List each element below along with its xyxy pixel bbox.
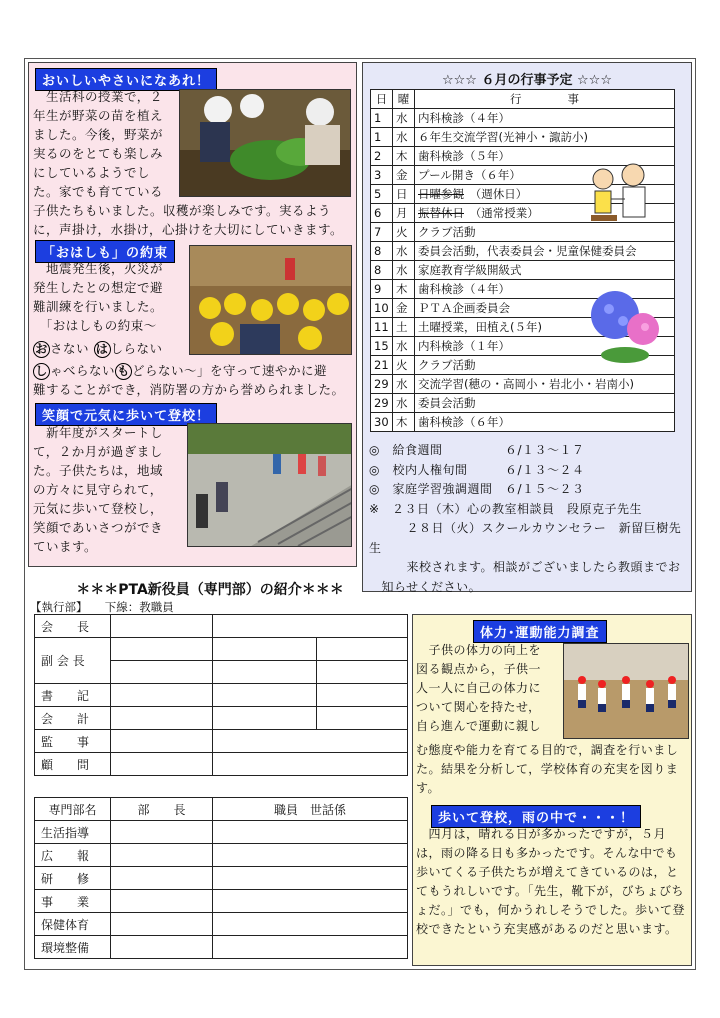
member-cell xyxy=(213,707,317,730)
text-line: 「おはしもの約束～ xyxy=(33,318,157,333)
schedule-row xyxy=(371,128,675,147)
member-cell xyxy=(111,730,213,753)
ohashimo-text xyxy=(33,259,198,358)
col-header-event: 行 事 xyxy=(415,90,675,109)
text-line: 図る観点から，子供一 xyxy=(416,662,542,676)
text-line: た。家でも育てている xyxy=(33,184,164,199)
text-span: しらない xyxy=(110,341,163,356)
pta-subtitle: 【執行部】 下線：教職員 xyxy=(30,600,174,614)
schedule-weekday: 水 xyxy=(393,261,415,280)
member-cell xyxy=(213,867,408,890)
schedule-event: ＰＴＡ企画委員会 xyxy=(415,299,675,318)
member-cell xyxy=(111,867,213,890)
dept-name: 広 報 xyxy=(35,844,111,867)
cancelled-event: 振替休日 xyxy=(418,206,464,220)
text-span: ゃべらない xyxy=(50,363,116,378)
schedule-day: 1 xyxy=(371,109,393,128)
fitness-heading: 体力･運動能力調査 xyxy=(473,620,607,643)
schedule-table xyxy=(370,89,675,432)
text-span: さない xyxy=(50,341,90,356)
role-cell: 書 記 xyxy=(35,684,111,707)
dept-header: 部 長 xyxy=(111,798,213,821)
text-line: た。子供たちは，地域 xyxy=(33,463,164,478)
member-cell xyxy=(111,707,213,730)
commute-photo xyxy=(187,423,352,547)
member-cell xyxy=(317,707,408,730)
schedule-weekday: 水 xyxy=(393,109,415,128)
schedule-day: 30 xyxy=(371,413,393,432)
note-line: ◎ 給食週間 ６/１３～１７ xyxy=(369,443,585,457)
fitness-panel xyxy=(412,614,692,966)
circled-char: し xyxy=(33,363,50,380)
schedule-event: ６年生交流学習(光神小・諏訪小) xyxy=(415,128,675,147)
text-line: 年生が野菜の苗を植え xyxy=(33,108,164,123)
ohashimo-text-wide xyxy=(33,361,355,399)
schedule-event: 土曜授業，田植え(５年) xyxy=(415,318,675,337)
text-line: 難訓練を行いました。 xyxy=(33,299,164,314)
vegetables-text-wide: 子供たちもいました。収穫が楽しみです。実るように，声掛け，水掛け，心掛けを大切にしていきます。 xyxy=(33,203,344,237)
dept-name: 研 修 xyxy=(35,867,111,890)
schedule-day: 29 xyxy=(371,375,393,394)
walking-heading: 笑顔で元気に歩いて登校！ xyxy=(35,403,217,426)
schedule-event: 家庭教育学級開級式 xyxy=(415,261,675,280)
member-cell xyxy=(213,890,408,913)
fitness-text-wide: む態度や能力を育てる目的で，調査を行いました。結果を分析して，学校体育の充実を図ります。 xyxy=(416,743,679,795)
member-cell xyxy=(111,615,213,638)
note-line: 知らせください。 xyxy=(369,579,482,594)
schedule-event: プール開き（６年） xyxy=(415,166,675,185)
schedule-event: 内科検診（１年） xyxy=(415,337,675,356)
text-line: 人一人に自己の体力に xyxy=(416,681,542,695)
schedule-day: 6 xyxy=(371,204,393,223)
member-cell xyxy=(213,638,317,661)
schedule-day: 15 xyxy=(371,337,393,356)
schedule-event: 委員会活動 xyxy=(415,394,675,413)
schedule-day: 10 xyxy=(371,299,393,318)
schedule-day: 3 xyxy=(371,166,393,185)
text-line: 笑顔であいさつができ xyxy=(33,520,164,535)
member-cell xyxy=(213,844,408,867)
dept-header: 専門部名 xyxy=(35,798,111,821)
dept-name: 事 業 xyxy=(35,890,111,913)
schedule-weekday: 水 xyxy=(393,394,415,413)
member-cell xyxy=(111,936,213,959)
schedule-weekday: 金 xyxy=(393,299,415,318)
event-note: （週休日） xyxy=(464,187,528,201)
text-line: ついて関心を持たせ， xyxy=(416,700,541,714)
text-line: 自ら進んで運動に親し xyxy=(416,719,542,733)
vegetables-heading: おいしいやさいになあれ！ xyxy=(35,68,217,91)
schedule-weekday: 水 xyxy=(393,337,415,356)
schedule-weekday: 木 xyxy=(393,413,415,432)
text-line: 元気に歩いて登校し， xyxy=(33,501,164,516)
text-line: 難することができ，消防署の方から誉められました。 xyxy=(33,382,345,397)
member-cell xyxy=(111,661,213,684)
col-header-weekday: 曜 xyxy=(393,90,415,109)
schedule-day: 9 xyxy=(371,280,393,299)
text-line: 生活科の授業で，２ xyxy=(33,89,163,104)
role-cell: 副 会 長 xyxy=(35,638,111,684)
schedule-day: 5 xyxy=(371,185,393,204)
schedule-row xyxy=(371,413,675,432)
role-cell: 会 計 xyxy=(35,707,111,730)
schedule-notes xyxy=(369,441,689,597)
exec-table xyxy=(34,614,408,776)
schedule-day: 11 xyxy=(371,318,393,337)
schedule-event: クラブ活動 xyxy=(415,356,675,375)
schedule-weekday: 木 xyxy=(393,280,415,299)
member-cell xyxy=(317,638,408,661)
circled-char: も xyxy=(115,363,132,380)
schedule-weekday: 水 xyxy=(393,128,415,147)
schedule-event: 歯科検診（６年） xyxy=(415,413,675,432)
text-line: 子供の体力の向上を xyxy=(416,643,542,657)
schedule-weekday: 火 xyxy=(393,223,415,242)
schedule-event: 交流学習(穂の・高岡小・岩北小・岩南小) xyxy=(415,375,675,394)
vegetables-text xyxy=(33,87,193,201)
cancelled-event: 日曜参観 xyxy=(418,187,464,201)
schedule-row xyxy=(371,261,675,280)
member-cell xyxy=(213,684,317,707)
text-line: 新年度がスタートし xyxy=(33,425,164,440)
schedule-weekday: 水 xyxy=(393,242,415,261)
dept-header: 職員 世話係 xyxy=(213,798,408,821)
text-line: 実るのをとても楽しみ xyxy=(33,146,164,161)
member-cell xyxy=(317,684,408,707)
schedule-weekday: 水 xyxy=(393,375,415,394)
schedule-weekday: 火 xyxy=(393,356,415,375)
circled-char: お xyxy=(33,341,50,358)
fitness-photo xyxy=(563,643,689,739)
pta-title: ＊＊＊PTA新役員（専門部）の紹介＊＊＊ xyxy=(76,582,344,598)
schedule-weekday: 金 xyxy=(393,166,415,185)
schedule-day: 8 xyxy=(371,261,393,280)
schedule-title: ☆☆☆ ６月の行事予定 ☆☆☆ xyxy=(442,73,612,88)
evacuation-photo xyxy=(189,245,352,355)
member-cell xyxy=(111,638,213,661)
text-span: どらない～」を守って速やかに避 xyxy=(132,363,328,378)
member-cell xyxy=(111,821,213,844)
event-note: （通常授業） xyxy=(464,206,539,220)
member-cell xyxy=(213,661,317,684)
dept-name: 環境整備 xyxy=(35,936,111,959)
schedule-event: クラブ活動 xyxy=(415,223,675,242)
circled-char: は xyxy=(94,341,111,358)
schedule-row xyxy=(371,242,675,261)
schedule-row xyxy=(371,109,675,128)
note-line: ◎ 校内人権旬間 ６/１３～２４ xyxy=(369,462,585,477)
schedule-day: 8 xyxy=(371,242,393,261)
schedule-weekday: 土 xyxy=(393,318,415,337)
role-cell: 監 事 xyxy=(35,730,111,753)
schedule-day: 7 xyxy=(371,223,393,242)
member-cell xyxy=(111,844,213,867)
text-line: て，２か月が過ぎまし xyxy=(33,444,163,459)
schedule-row xyxy=(371,375,675,394)
member-cell xyxy=(111,890,213,913)
note-line: ２８日（火）スクールカウンセラー 新留巨樹先生 xyxy=(369,521,682,555)
member-cell xyxy=(111,684,213,707)
doctor-illustration xyxy=(585,159,657,229)
text-line: ています。 xyxy=(33,539,98,554)
text-line: 地震発生後，火災が xyxy=(33,261,164,276)
note-line: ◎ 家庭学習強調週間 ６/１５～２３ xyxy=(369,482,585,496)
note-line: 来校されます。相談がございましたら教頭までお xyxy=(369,560,681,574)
schedule-weekday: 月 xyxy=(393,204,415,223)
col-header-day: 日 xyxy=(371,90,393,109)
member-cell xyxy=(213,821,408,844)
member-cell xyxy=(213,730,408,753)
schedule-panel xyxy=(362,62,692,592)
schedule-weekday: 木 xyxy=(393,147,415,166)
planting-photo xyxy=(179,89,351,197)
news-panel xyxy=(28,62,357,567)
text-line: の方々に見守られて， xyxy=(33,482,163,497)
text-line: 発生したとの想定で避 xyxy=(33,280,164,295)
role-cell: 会 長 xyxy=(35,615,111,638)
oha-line xyxy=(33,339,198,358)
dept-table xyxy=(34,797,408,959)
member-cell xyxy=(317,661,408,684)
dept-name: 生活指導 xyxy=(35,821,111,844)
member-cell xyxy=(213,913,408,936)
role-cell: 顧 問 xyxy=(35,753,111,776)
schedule-event: 内科検診（４年） xyxy=(415,109,675,128)
hydrangea-illustration xyxy=(585,285,667,365)
rain-heading: 歩いて登校，雨の中で・・・！ xyxy=(431,805,641,828)
member-cell xyxy=(213,753,408,776)
walking-text xyxy=(33,423,193,556)
text-line: ました。今後，野菜が xyxy=(33,127,164,142)
schedule-day: 21 xyxy=(371,356,393,375)
text-line: にしているようでし xyxy=(33,165,151,180)
schedule-event: 委員会活動，代表委員会・児童保健委員会 xyxy=(415,242,675,261)
shimo-line xyxy=(33,361,355,380)
schedule-day: 1 xyxy=(371,128,393,147)
member-cell xyxy=(111,913,213,936)
fitness-text xyxy=(416,641,564,736)
member-cell xyxy=(111,753,213,776)
rain-text: 四月は，晴れる日が多かったですが，５月は，雨の降る日も多かったです。そんな中でも歩いてくる子供たちが増えてきているのは，とてもうれしいです。「先生，靴下が，びちょびちょだ。」でも，何かうれしそうでした。歩いて登校できたという充実感があるのだと思います。 xyxy=(416,827,686,936)
dept-name: 保健体育 xyxy=(35,913,111,936)
schedule-row xyxy=(371,394,675,413)
schedule-day: 29 xyxy=(371,394,393,413)
ohashimo-heading: 「おはしも」の約束 xyxy=(35,240,175,263)
schedule-event: 歯科検診（５年） xyxy=(415,147,675,166)
schedule-day: 2 xyxy=(371,147,393,166)
note-line: ※ ２３日（木）心の教室相談員 段原克子先生 xyxy=(369,501,643,516)
member-cell xyxy=(213,615,408,638)
member-cell xyxy=(213,936,408,959)
schedule-weekday: 日 xyxy=(393,185,415,204)
schedule-event: 歯科検診（４年） xyxy=(415,280,675,299)
